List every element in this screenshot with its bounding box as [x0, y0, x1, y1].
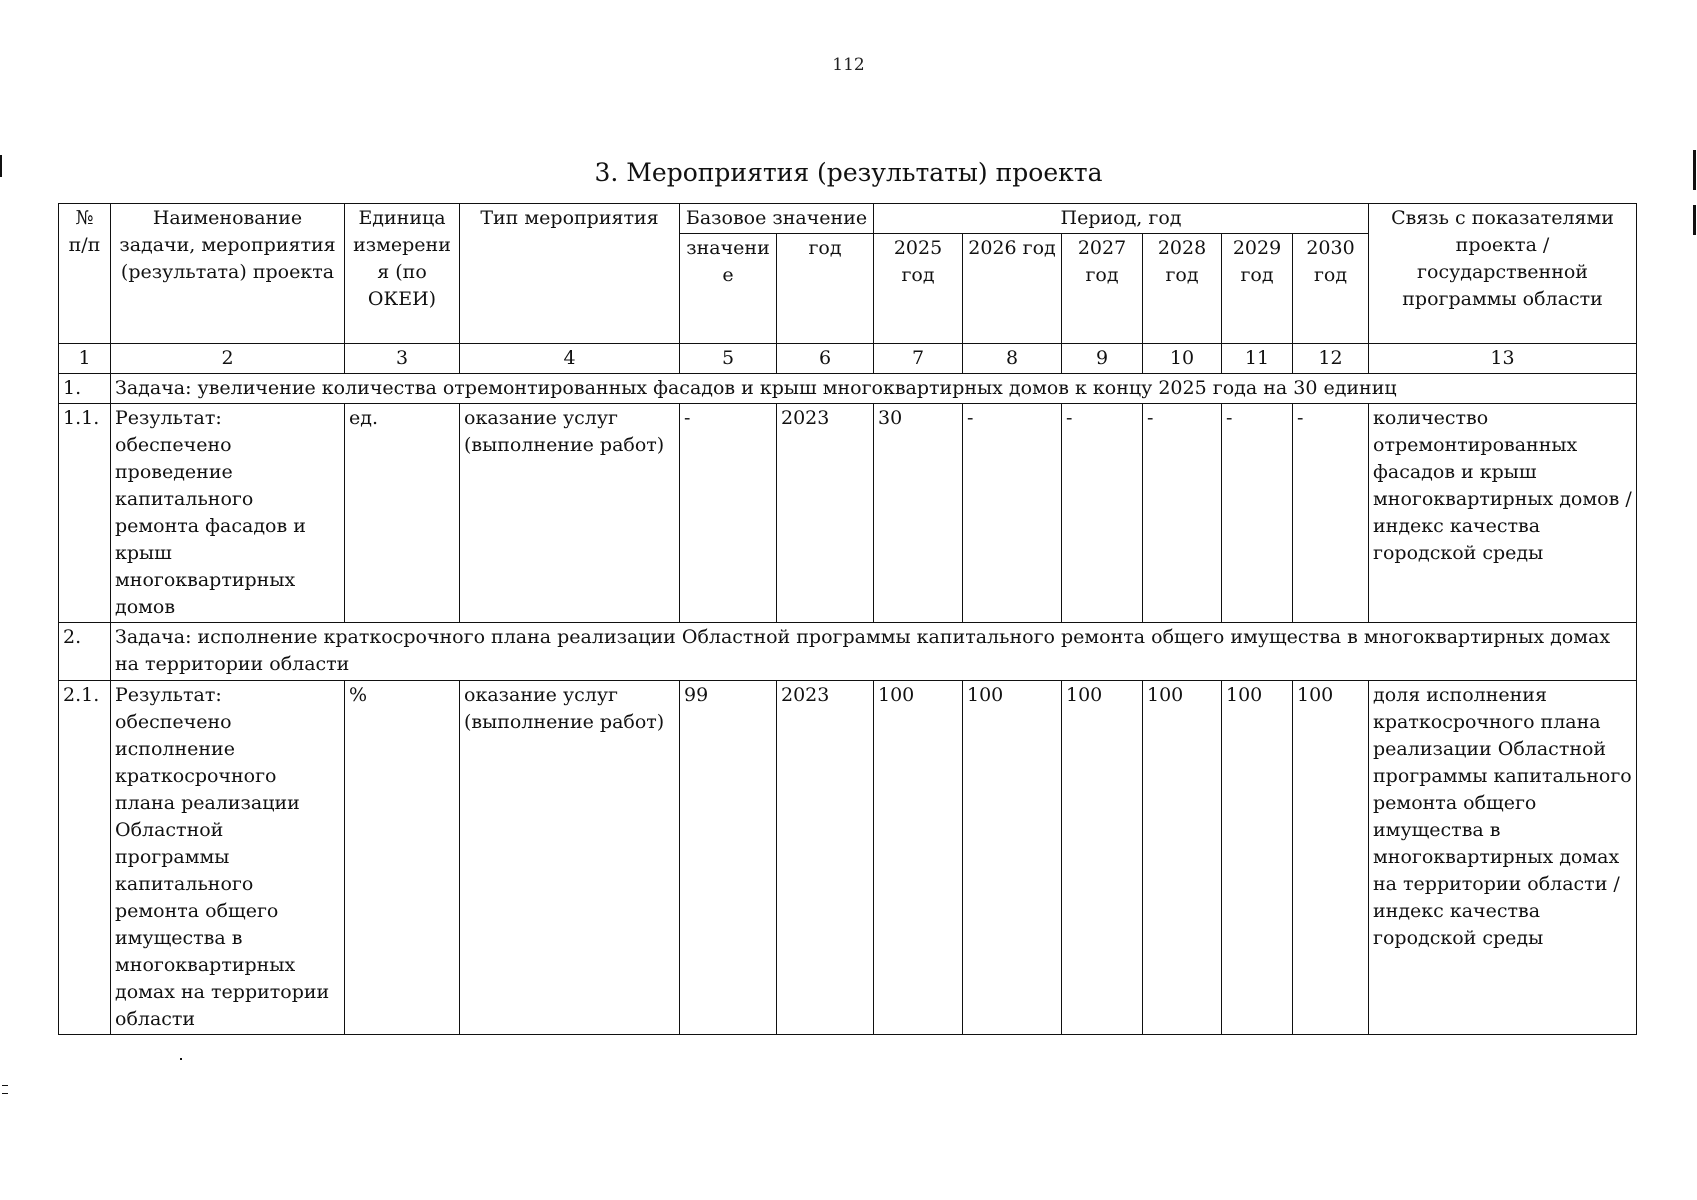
table-row	[59, 404, 1637, 623]
result-number: 2.1.	[59, 681, 111, 1035]
header-link: Связь с показателями проекта / государственной программы области	[1369, 204, 1637, 344]
page-number: 112	[832, 55, 865, 75]
result-value-2029: 100	[1222, 681, 1293, 1035]
column-number: 11	[1222, 344, 1293, 374]
column-number: 5	[680, 344, 777, 374]
column-number: 9	[1062, 344, 1143, 374]
result-type: оказание услуг (выполнение работ)	[460, 404, 680, 623]
result-value-2025: 100	[874, 681, 963, 1035]
scan-edge-mark-left	[0, 155, 2, 177]
result-value-2029: -	[1222, 404, 1293, 623]
header-year-2030: 2030 год	[1293, 234, 1369, 344]
header-year-2027: 2027 год	[1062, 234, 1143, 344]
column-number: 8	[963, 344, 1062, 374]
header-base-year: год	[777, 234, 874, 344]
result-base-year: 2023	[777, 404, 874, 623]
section-title: 3. Мероприятия (результаты) проекта	[594, 158, 1103, 187]
result-unit: %	[345, 681, 460, 1035]
column-number: 12	[1293, 344, 1369, 374]
task-text: Задача: исполнение краткосрочного плана реализации Областной программы капитального ремонта общего имущества в многоквартирных домах на территории области	[111, 623, 1637, 681]
result-link: доля исполнения краткосрочного плана реализации Областной программы капитального ремонта общего имущества в многоквартирных домах на территории области / индекс качества городской среды	[1369, 681, 1637, 1035]
header-name: Наименование задачи, мероприятия (результата) проекта	[111, 204, 345, 344]
scan-edge-mark-bottom-left-2	[2, 1093, 8, 1094]
task-number: 2.	[59, 623, 111, 681]
header-unit: Единица измерения (по ОКЕИ)	[345, 204, 460, 344]
header-no: № п/п	[59, 204, 111, 344]
scan-edge-mark-right	[1693, 150, 1696, 190]
scan-dot	[180, 1058, 182, 1060]
result-value-2026: 100	[963, 681, 1062, 1035]
measures-table	[58, 203, 1637, 1035]
column-number: 6	[777, 344, 874, 374]
header-year-2025: 2025 год	[874, 234, 963, 344]
header-year-2029: 2029 год	[1222, 234, 1293, 344]
result-value-2026: -	[963, 404, 1062, 623]
column-number: 4	[460, 344, 680, 374]
result-number: 1.1.	[59, 404, 111, 623]
scan-edge-mark-right-2	[1693, 205, 1696, 235]
result-value-2027: -	[1062, 404, 1143, 623]
header-period: Период, год	[874, 204, 1369, 234]
result-base-value: 99	[680, 681, 777, 1035]
result-value-2027: 100	[1062, 681, 1143, 1035]
header-type: Тип мероприятия	[460, 204, 680, 344]
column-number: 1	[59, 344, 111, 374]
scan-edge-mark-bottom-left	[2, 1085, 8, 1086]
result-unit: ед.	[345, 404, 460, 623]
header-year-2028: 2028 год	[1143, 234, 1222, 344]
result-link: количество отремонтированных фасадов и крыш многоквартирных домов / индекс качества городской среды	[1369, 404, 1637, 623]
result-name: Результат: обеспечено исполнение краткосрочного плана реализации Областной программы капитального ремонта общего имущества в многоквартирных домах на территории области	[111, 681, 345, 1035]
result-base-year: 2023	[777, 681, 874, 1035]
result-value-2028: -	[1143, 404, 1222, 623]
column-number: 13	[1369, 344, 1637, 374]
column-number: 7	[874, 344, 963, 374]
header-year-2026: 2026 год	[963, 234, 1062, 344]
result-name: Результат: обеспечено проведение капитального ремонта фасадов и крыш многоквартирных домов	[111, 404, 345, 623]
table-row	[59, 681, 1637, 1035]
result-value-2030: 100	[1293, 681, 1369, 1035]
column-number: 10	[1143, 344, 1222, 374]
task-text: Задача: увеличение количества отремонтированных фасадов и крыш многоквартирных домов к концу 2025 года на 30 единиц	[111, 374, 1637, 404]
header-base-value: значение	[680, 234, 777, 344]
result-base-value: -	[680, 404, 777, 623]
result-value-2025: 30	[874, 404, 963, 623]
column-number: 2	[111, 344, 345, 374]
task-number: 1.	[59, 374, 111, 404]
result-type: оказание услуг (выполнение работ)	[460, 681, 680, 1035]
result-value-2028: 100	[1143, 681, 1222, 1035]
header-base: Базовое значение	[680, 204, 874, 234]
result-value-2030: -	[1293, 404, 1369, 623]
column-number: 3	[345, 344, 460, 374]
